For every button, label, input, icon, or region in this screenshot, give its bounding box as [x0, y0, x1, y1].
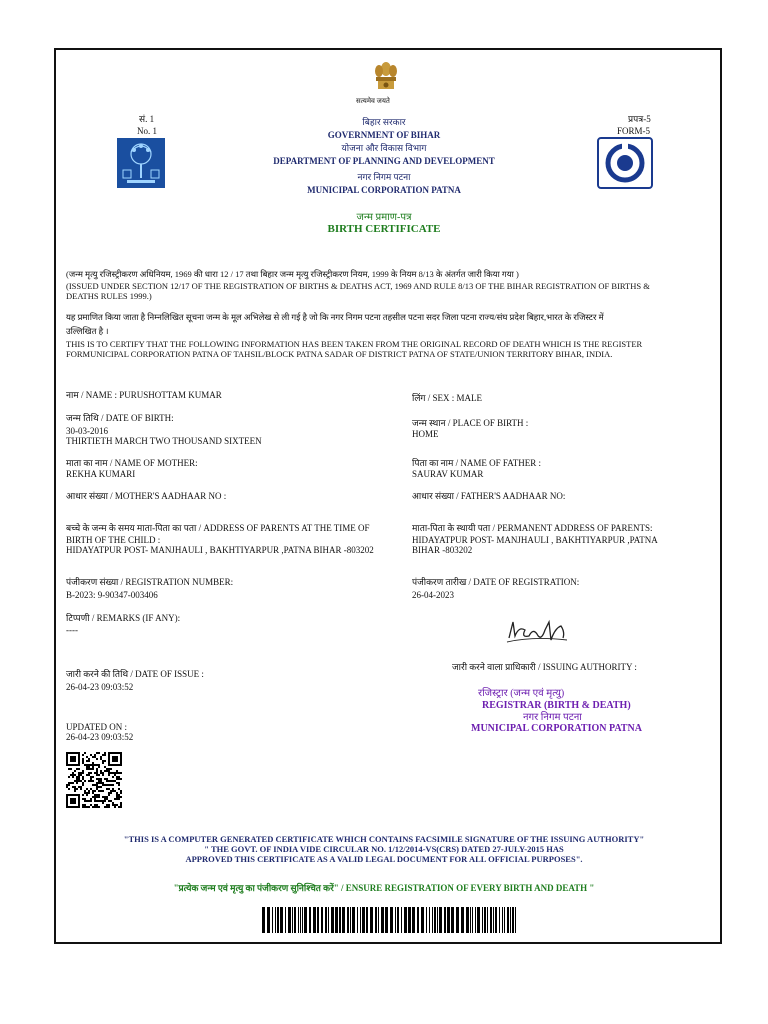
emblem-motto: सत्यमेव जयते: [356, 97, 390, 105]
seal-line2: REGISTRAR (BIRTH & DEATH): [482, 700, 631, 711]
dob-value: 30-03-2016: [66, 426, 108, 436]
certify-hi-2: उल्लिखित है ।: [66, 326, 109, 336]
authority-label: जारी करने वाला प्राधिकारी / ISSUING AUTHORITY :: [452, 662, 637, 672]
qr-code-icon: [66, 752, 122, 808]
addr-perm-value-1: HIDAYATPUR POST- MANJHAULI , BAKHTIYARPUR ,PATNA: [412, 535, 658, 545]
reg-no-label: पंजीकरण संख्या / REGISTRATION NUMBER:: [66, 577, 234, 587]
issue-label: जारी करने की तिथि / DATE OF ISSUE :: [66, 669, 204, 679]
mother-label: माता का नाम / NAME OF MOTHER:: [66, 458, 198, 468]
certify-hi-1: यह प्रमाणित किया जाता है निम्नलिखित सूचना जन्म के मूल अभिलेख से ली गई है जो कि नगर निगम पटना तहसील पटना सदर जिला पटना राज्य/संघ प्रदेश बिहार,भारत के रजिस्टर में: [66, 312, 604, 322]
form-en: FORM-5: [617, 126, 651, 136]
updated-value: 26-04-23 09:03:52: [66, 732, 134, 742]
dept-en: DEPARTMENT OF PLANNING AND DEVELOPMENT: [273, 156, 495, 166]
form-hi: प्रपत्र-5: [628, 114, 651, 124]
footer-note-3: APPROVED THIS CERTIFICATE AS A VALID LEGAL DOCUMENT FOR ALL OFFICIAL PURPOSES".: [185, 854, 583, 864]
dept-hi: योजना और विकास विभाग: [341, 143, 427, 153]
serial-en: No. 1: [137, 126, 157, 136]
seal-line1: रजिस्ट्रार (जन्म एवं मृत्यु): [478, 688, 565, 699]
issued-en-1: (ISSUED UNDER SECTION 12/17 OF THE REGISTRATION OF BIRTHS & DEATHS ACT, 1969 AND RULE 8/13 OF THE BIHAR REGISTRATION OF BIRTHS &: [66, 281, 650, 291]
emblem-icon: [371, 60, 401, 92]
father-value: SAURAV KUMAR: [412, 469, 484, 479]
barcode-icon: [262, 907, 518, 933]
dob-words: THIRTIETH MARCH TWO THOUSAND SIXTEEN: [66, 436, 262, 446]
addr-perm-label: माता-पिता के स्थायी पता / PERMANENT ADDRESS OF PARENTS:: [412, 523, 653, 533]
remarks-label: टिप्पणी / REMARKS (IF ANY):: [66, 613, 181, 623]
remarks-value: ----: [66, 625, 78, 635]
addr-birth-value: HIDAYATPUR POST- MANJHAULI , BAKHTIYARPUR ,PATNA BIHAR -803202: [66, 545, 374, 555]
footer-slogan: "प्रत्येक जन्म एवं मृत्यु का पंजीकरण सुनिश्चित करें" / ENSURE REGISTRATION OF EVERY BIRTH AND DEATH ": [173, 883, 595, 893]
state-hi: बिहार सरकार: [362, 117, 406, 127]
pob-value: HOME: [412, 429, 439, 439]
updated-label: UPDATED ON :: [66, 722, 128, 732]
signature-icon: [503, 616, 573, 650]
issue-value: 26-04-23 09:03:52: [66, 682, 134, 692]
state-en: GOVERNMENT OF BIHAR: [327, 130, 441, 140]
name-field: नाम / NAME : PURUSHOTTAM KUMAR: [66, 390, 222, 400]
addr-birth-label-2: BIRTH OF THE CHILD :: [66, 535, 161, 545]
footer-note-2: " THE GOVT. OF INDIA VIDE CIRCULAR NO. 1/12/2014-VS(CRS) DATED 27-JULY-2015 HAS: [204, 844, 564, 854]
seal-line4: MUNICIPAL CORPORATION PATNA: [471, 723, 642, 734]
issued-en-2: DEATHS RULES 1999.): [66, 291, 152, 301]
corp-en: MUNICIPAL CORPORATION PATNA: [307, 185, 461, 195]
reg-no-value: B-2023: 9-90347-003406: [66, 590, 158, 600]
corp-hi: नगर निगम पटना: [357, 172, 411, 182]
sex-field: लिंग / SEX : MALE: [412, 393, 483, 403]
certify-en-1: THIS IS TO CERTIFY THAT THE FOLLOWING INFORMATION HAS BEEN TAKEN FROM THE ORIGINAL RECORD OF DEATH WHICH IS THE REGISTER: [66, 339, 643, 349]
dob-label: जन्म तिथि / DATE OF BIRTH:: [66, 413, 174, 423]
father-label: पिता का नाम / NAME OF FATHER :: [412, 458, 541, 468]
reg-date-value: 26-04-2023: [412, 590, 454, 600]
addr-perm-value-2: BIHAR -803202: [412, 545, 473, 555]
footer-note-1: "THIS IS A COMPUTER GENERATED CERTIFICATE WHICH CONTAINS FACSIMILE SIGNATURE OF THE ISSUING AUTHORITY": [123, 834, 645, 844]
reg-date-label: पंजीकरण तारीख / DATE OF REGISTRATION:: [412, 577, 580, 587]
mother-value: REKHA KUMARI: [66, 469, 136, 479]
addr-birth-label-1: बच्चे के जन्म के समय माता-पिता का पता / ADDRESS OF PARENTS AT THE TIME OF: [66, 523, 370, 533]
certify-en-2: FORMUNICIPAL CORPORATION PATNA OF TAHSIL/BLOCK PATNA SADAR OF DISTRICT PATNA OF STATE/UNION TERRITORY BIHAR, INDIA.: [66, 349, 613, 359]
title-hi: जन्म प्रमाण-पत्र: [356, 212, 412, 223]
issued-hi: (जन्म मृत्यु रजिस्ट्रीकरण अधिनियम, 1969 की धारा 12 / 17 तथा बिहार जन्म मृत्यु रजिस्ट्रीकरण नियम, 1999 के नियम 8/13 के अंतर्गत जारी किया गया ): [66, 269, 519, 279]
seal-line3: नगर निगम पटना: [523, 712, 582, 723]
pob-label: जन्म स्थान / PLACE OF BIRTH :: [412, 418, 529, 428]
mother-aadhaar: आधार संख्या / MOTHER'S AADHAAR NO :: [66, 491, 227, 501]
title-en: BIRTH CERTIFICATE: [327, 223, 441, 235]
serial-hi: सं. 1: [139, 114, 155, 124]
father-aadhaar: आधार संख्या / FATHER'S AADHAAR NO:: [412, 491, 566, 501]
